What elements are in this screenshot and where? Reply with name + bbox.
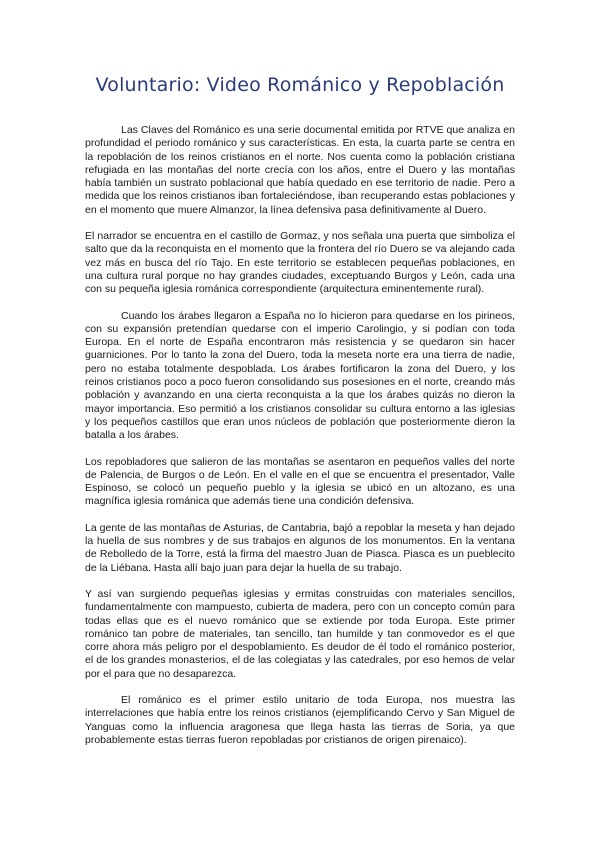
paragraph: Los repobladores que salieron de las montañas se asentaron en pequeños valles del norte de Palencia, de Burgos o de León. En el valle en el que se encuentra el presentador, Valle Espinoso, se colocó un pequeño pueblo y la iglesia se ubicó en un altozano, es una magnífica iglesia románica que además tiene una condición defensiva.	[85, 455, 515, 508]
page-title: Voluntario: Video Románico y Repoblación	[95, 74, 505, 96]
paragraph: La gente de las montañas de Asturias, de Cantabria, bajó a repoblar la meseta y han dejado la huella de sus nombres y de sus trabajos en algunos de los monumentos. En la ventana de Rebolledo de la Torre, está la firma del maestro Juan de Piasca. Piasca es un pueblecito de la Liébana. Hasta allí bajo juan para dejar la huella de su trabajo.	[85, 521, 515, 574]
document-body	[85, 124, 515, 760]
paragraph: Y así van surgiendo pequeñas iglesias y ermitas construidas con materiales sencillos, fundamentalmente con mampuesto, cubierta de madera, pero con un concepto común para todas ellas que es el nuevo románico que se extiende por toda Europa. Este primer románico tan pobre de materiales, tan sencillo, tan humilde y tan conmovedor es el que corre ahora más peligro por el despoblamiento. Es deudor de él todo el románico posterior, el de los grandes monasterios, el de las colegiatas y las catedrales, por eso hemos de velar por el para que no desaparezca.	[85, 587, 515, 680]
paragraph: El narrador se encuentra en el castillo de Gormaz, y nos señala una puerta que simboliza el salto que da la reconquista en el momento que la frontera del río Duero se va alejando cada vez más en busca del río Tajo. En este territorio se establecen pequeñas poblaciones, en una cultura rural porque no hay grandes ciudades, exceptuando Burgos y León, cada una con su pequeña iglesia románica correspondiente (arquitectura eminentemente rural).	[85, 230, 515, 296]
paragraph: Cuando los árabes llegaron a España no lo hicieron para quedarse en los pirineos, con su expansión pretendían quedarse con el imperio Carolingio, y si podían con toda Europa. En el norte de España encontraron más resistencia y se quedaron sin hacer guarniciones. Por lo tanto la zona del Duero, toda la meseta norte era una tierra de nadie, pero no estaba totalmente despoblada. Los árabes fortificaron la zona del Duero, y los reinos cristianos poco a poco fueron consolidando sus posesiones en el norte, creando más población y avanzando en una cierta reconquista a la que los árabes quizás no dieron la mayor importancia. Eso permitió a los cristianos consolidar su cultura entorno a las iglesias y los pequeños castillos que eran unos núcleos de población que posteriormente dieron la batalla a los árabes.	[85, 309, 515, 442]
paragraph: Las Claves del Románico es una serie documental emitida por RTVE que analiza en profundidad el periodo románico y sus características. En esta, la cuarta parte se centra en la repoblación de los reinos cristianos en el norte. Nos cuenta como la población cristiana refugiada en las montañas del norte crecía con los años, entre el Duero y las montañas había también un sustrato poblacional que había quedado en ese territorio de nadie. Pero a medida que los reinos cristianos iban fortaleciéndose, iban recuperando estas poblaciones y en el momento que muere Almanzor, la línea defensiva pasa definitivamente al Duero.	[85, 124, 515, 216]
paragraph: El románico es el primer estilo unitario de toda Europa, nos muestra las interrelaciones que había entre los reinos cristianos (ejemplificando Cervo y San Miguel de Yanguas como la influencia aragonesa que llega hasta las tierras de Soria, ya que probablemente estas tierras fueron repobladas por cristianos de origen pirenaico).	[85, 693, 515, 746]
